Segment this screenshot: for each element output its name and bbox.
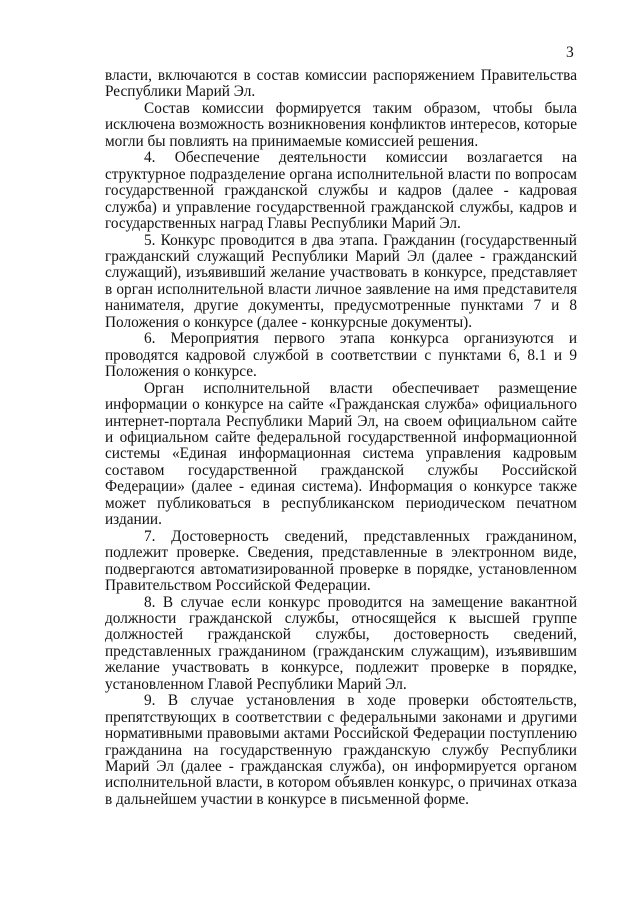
paragraph-information-posting: Орган исполнительной власти обеспечивает размещение информации о конкурсе на сайте «Гражданская служба» официального интернет-портала Республики Марий Эл, на своем официальном сайте и официальном сайте федеральной государственной информационной системы «Единая информационная система управления кадровым составом государственной гражданской службы Российской Федерации» (далее - единая система). Информация о конкурсе также может публиковаться в республиканском периодическом печатном издании. xyxy=(105,379,577,529)
paragraph-item-9: 9. В случае установления в ходе проверки обстоятельств, препятствующих в соответствии с федеральными законами и другими нормативными правовыми актами Российской Федерации поступлению гражданина на государственную гражданскую службу Республики Марий Эл (далее - гражданская служба), он информируется органом исполнительной власти, в котором объявлен конкурс, о причинах отказа в дальнейшем участии в конкурсе в письменной форме. xyxy=(105,692,577,808)
paragraph-commission-composition: Состав комиссии формируется таким образом, чтобы была исключена возможность возникновения конфликтов интересов, которые могли бы повлиять на принимаемые комиссией решения. xyxy=(105,99,577,150)
paragraph-item-5: 5. Конкурс проводится в два этапа. Гражданин (государственный гражданский служащий Республики Марий Эл (далее - гражданский служащий), изъявивший желание участвовать в конкурсе, представляет в орган исполнительной власти личное заявление на имя представителя нанимателя, другие документы, предусмотренные пунктами 7 и 8 Положения о конкурсе (далее - конкурсные документы). xyxy=(105,231,577,331)
paragraph-continuation: власти, включаются в состав комиссии распоряжением Правительства Республики Марий Эл. xyxy=(105,67,577,101)
paragraph-item-4: 4. Обеспечение деятельности комиссии возлагается на структурное подразделение органа исполнительной власти по вопросам государственной гражданской службы и кадров (далее - кадровая служба) и управление государственной гражданской службы, кадров и государственных наград Главы Республики Марий Эл. xyxy=(105,149,577,233)
paragraph-item-8: 8. В случае если конкурс проводится на замещение вакантной должности гражданской службы, относящейся к высшей группе должностей гражданской службы, достоверность сведений, представленных гражданином (гражданским служащим), изъявившим желание участвовать в конкурсе, подлежит проверке в порядке, установленном Главой Республики Марий Эл. xyxy=(105,593,577,693)
document-body xyxy=(105,68,577,808)
paragraph-item-7: 7. Достоверность сведений, представленных гражданином, подлежит проверке. Сведения, представленные в электронном виде, подвергаются автоматизированной проверке в порядке, установленном Правительством Российской Федерации. xyxy=(105,527,577,595)
page-number: 3 xyxy=(566,44,574,61)
paragraph-item-6: 6. Мероприятия первого этапа конкурса организуются и проводятся кадровой службой в соответствии с пунктами 6, 8.1 и 9 Положения о конкурсе. xyxy=(105,330,577,381)
